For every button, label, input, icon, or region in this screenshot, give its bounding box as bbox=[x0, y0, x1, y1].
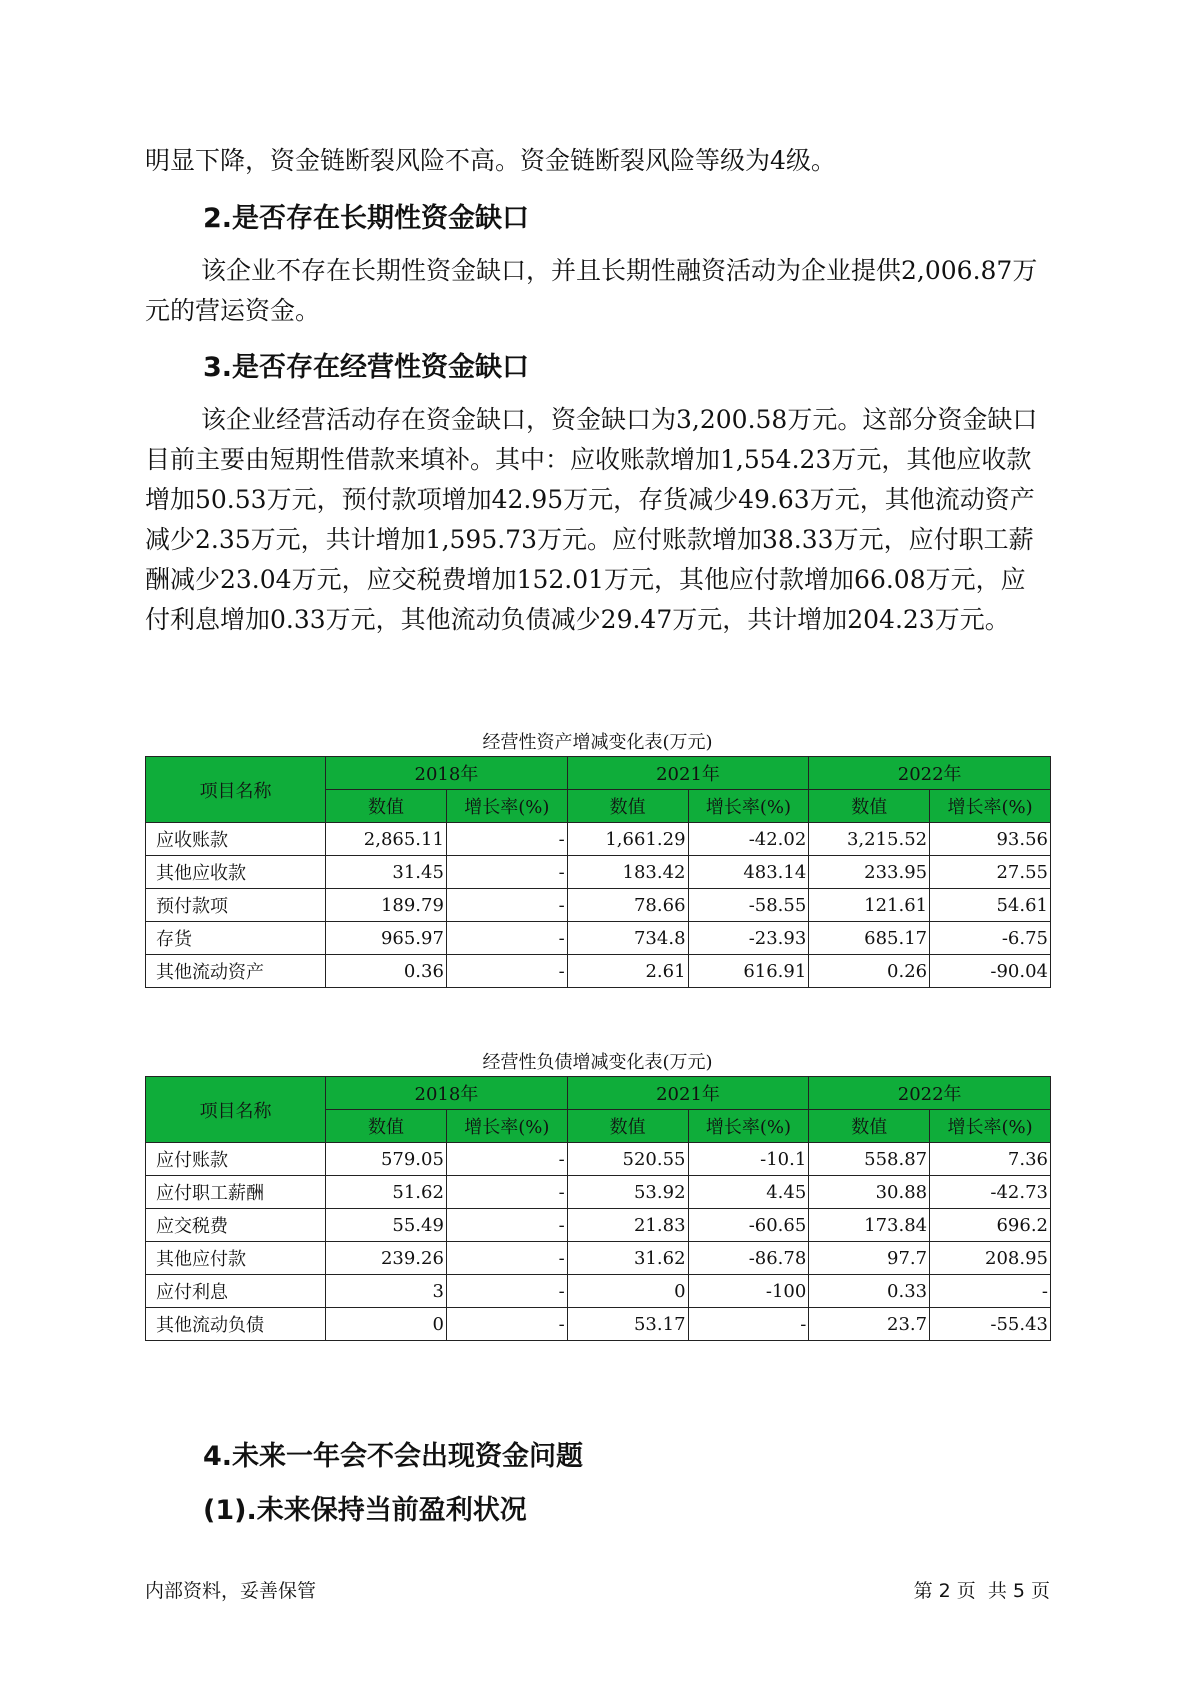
column-header-item: 项目名称 bbox=[146, 1077, 326, 1143]
table-row bbox=[146, 922, 1051, 955]
value-cell: 51.62 bbox=[326, 1176, 447, 1209]
table-row bbox=[146, 1176, 1051, 1209]
growth-rate-cell: - bbox=[446, 889, 567, 922]
row-item-name: 应付职工薪酬 bbox=[146, 1176, 326, 1209]
row-item-name: 应付账款 bbox=[146, 1143, 326, 1176]
column-header-year: 2022年 bbox=[809, 757, 1051, 790]
growth-rate-cell: - bbox=[446, 922, 567, 955]
row-item-name: 其他流动负债 bbox=[146, 1308, 326, 1341]
column-header-value: 数值 bbox=[809, 1110, 930, 1143]
value-cell: 55.49 bbox=[326, 1209, 447, 1242]
table-row bbox=[146, 1242, 1051, 1275]
growth-rate-cell: - bbox=[446, 1209, 567, 1242]
paragraph-long-term-gap: 该企业不存在长期性资金缺口，并且长期性融资活动为企业提供2,006.87万元的营运资金。 bbox=[145, 256, 1038, 325]
value-cell: 121.61 bbox=[809, 889, 930, 922]
paragraph-risk-level: 明显下降，资金链断裂风险不高。资金链断裂风险等级为4级。 bbox=[145, 146, 836, 175]
footer-page-number: 第 2 页 共 5 页 bbox=[913, 1580, 1050, 1602]
value-cell: 558.87 bbox=[809, 1143, 930, 1176]
table-row bbox=[146, 1143, 1051, 1176]
growth-rate-cell: -23.93 bbox=[688, 922, 809, 955]
heading-operating-gap: 3.是否存在经营性资金缺口 bbox=[203, 352, 530, 383]
growth-rate-cell: -6.75 bbox=[930, 922, 1051, 955]
growth-rate-cell: -42.73 bbox=[930, 1176, 1051, 1209]
growth-rate-cell: -90.04 bbox=[930, 955, 1051, 988]
table-row bbox=[146, 955, 1051, 988]
column-header-item: 项目名称 bbox=[146, 757, 326, 823]
growth-rate-cell: -55.43 bbox=[930, 1308, 1051, 1341]
column-header-growth: 增长率(%) bbox=[688, 790, 809, 823]
value-cell: 965.97 bbox=[326, 922, 447, 955]
column-header-year: 2021年 bbox=[567, 1077, 809, 1110]
growth-rate-cell: 208.95 bbox=[930, 1242, 1051, 1275]
value-cell: 0.33 bbox=[809, 1275, 930, 1308]
footer-confidential-note: 内部资料，妥善保管 bbox=[145, 1580, 317, 1602]
value-cell: 23.7 bbox=[809, 1308, 930, 1341]
value-cell: 0 bbox=[326, 1308, 447, 1341]
growth-rate-cell: -42.02 bbox=[688, 823, 809, 856]
column-header-value: 数值 bbox=[567, 1110, 688, 1143]
growth-rate-cell: - bbox=[446, 1275, 567, 1308]
growth-rate-cell: 93.56 bbox=[930, 823, 1051, 856]
growth-rate-cell: - bbox=[446, 856, 567, 889]
row-item-name: 应收账款 bbox=[146, 823, 326, 856]
value-cell: 2.61 bbox=[567, 955, 688, 988]
table-row bbox=[146, 1275, 1051, 1308]
growth-rate-cell: 4.45 bbox=[688, 1176, 809, 1209]
row-item-name: 预付款项 bbox=[146, 889, 326, 922]
column-header-value: 数值 bbox=[809, 790, 930, 823]
asset-table-caption: 经营性资产增减变化表(万元) bbox=[482, 732, 713, 753]
column-header-growth: 增长率(%) bbox=[930, 790, 1051, 823]
value-cell: 579.05 bbox=[326, 1143, 447, 1176]
growth-rate-cell: 616.91 bbox=[688, 955, 809, 988]
growth-rate-cell: 7.36 bbox=[930, 1143, 1051, 1176]
row-item-name: 应付利息 bbox=[146, 1275, 326, 1308]
heading-long-term-gap: 2.是否存在长期性资金缺口 bbox=[203, 203, 530, 234]
value-cell: 53.92 bbox=[567, 1176, 688, 1209]
liability-table-caption: 经营性负债增减变化表(万元) bbox=[482, 1052, 713, 1073]
growth-rate-cell: - bbox=[446, 955, 567, 988]
liability-change-table bbox=[145, 1076, 1051, 1341]
table-header-row bbox=[146, 757, 1051, 790]
value-cell: 685.17 bbox=[809, 922, 930, 955]
column-header-year: 2022年 bbox=[809, 1077, 1051, 1110]
growth-rate-cell: - bbox=[930, 1275, 1051, 1308]
value-cell: 3,215.52 bbox=[809, 823, 930, 856]
growth-rate-cell: - bbox=[446, 1143, 567, 1176]
value-cell: 31.62 bbox=[567, 1242, 688, 1275]
column-header-value: 数值 bbox=[567, 790, 688, 823]
growth-rate-cell: -58.55 bbox=[688, 889, 809, 922]
value-cell: 2,865.11 bbox=[326, 823, 447, 856]
column-header-value: 数值 bbox=[326, 790, 447, 823]
row-item-name: 其他应收款 bbox=[146, 856, 326, 889]
growth-rate-cell: 483.14 bbox=[688, 856, 809, 889]
value-cell: 30.88 bbox=[809, 1176, 930, 1209]
table-header-row bbox=[146, 1077, 1051, 1110]
column-header-year: 2021年 bbox=[567, 757, 809, 790]
growth-rate-cell: -60.65 bbox=[688, 1209, 809, 1242]
growth-rate-cell: 54.61 bbox=[930, 889, 1051, 922]
table-row bbox=[146, 1209, 1051, 1242]
growth-rate-cell: 696.2 bbox=[930, 1209, 1051, 1242]
value-cell: 233.95 bbox=[809, 856, 930, 889]
table-row bbox=[146, 1308, 1051, 1341]
value-cell: 734.8 bbox=[567, 922, 688, 955]
column-header-growth: 增长率(%) bbox=[446, 790, 567, 823]
value-cell: 0 bbox=[567, 1275, 688, 1308]
growth-rate-cell: -10.1 bbox=[688, 1143, 809, 1176]
value-cell: 173.84 bbox=[809, 1209, 930, 1242]
value-cell: 78.66 bbox=[567, 889, 688, 922]
asset-change-table bbox=[145, 756, 1051, 988]
growth-rate-cell: -86.78 bbox=[688, 1242, 809, 1275]
table-row bbox=[146, 889, 1051, 922]
row-item-name: 应交税费 bbox=[146, 1209, 326, 1242]
column-header-year: 2018年 bbox=[326, 1077, 568, 1110]
value-cell: 239.26 bbox=[326, 1242, 447, 1275]
value-cell: 1,661.29 bbox=[567, 823, 688, 856]
value-cell: 0.36 bbox=[326, 955, 447, 988]
value-cell: 3 bbox=[326, 1275, 447, 1308]
value-cell: 183.42 bbox=[567, 856, 688, 889]
column-header-growth: 增长率(%) bbox=[930, 1110, 1051, 1143]
growth-rate-cell: -100 bbox=[688, 1275, 809, 1308]
value-cell: 53.17 bbox=[567, 1308, 688, 1341]
heading-future-funding: 4.未来一年会不会出现资金问题 bbox=[203, 1441, 584, 1472]
value-cell: 189.79 bbox=[326, 889, 447, 922]
table-row bbox=[146, 856, 1051, 889]
value-cell: 97.7 bbox=[809, 1242, 930, 1275]
row-item-name: 存货 bbox=[146, 922, 326, 955]
paragraph-operating-gap: 该企业经营活动存在资金缺口，资金缺口为3,200.58万元。这部分资金缺口目前主要由短期性借款来填补。其中：应收账款增加1,554.23万元，其他应收款增加50.53万元，预付款项增加42.95万元，存货减少49.63万元，其他流动资产减少2.35万元，共计增加1,595.73万元。应付账款增加38.33万元，应付职工薪酬减少23.04万元，应交税费增加152.01万元，其他应付款增加66.08万元，应付利息增加0.33万元，其他流动负债减少29.47万元，共计增加204.23万元。 bbox=[145, 405, 1038, 634]
column-header-year: 2018年 bbox=[326, 757, 568, 790]
growth-rate-cell: - bbox=[446, 1308, 567, 1341]
table-row bbox=[146, 823, 1051, 856]
column-header-growth: 增长率(%) bbox=[446, 1110, 567, 1143]
column-header-growth: 增长率(%) bbox=[688, 1110, 809, 1143]
value-cell: 520.55 bbox=[567, 1143, 688, 1176]
row-item-name: 其他应付款 bbox=[146, 1242, 326, 1275]
growth-rate-cell: 27.55 bbox=[930, 856, 1051, 889]
growth-rate-cell: - bbox=[688, 1308, 809, 1341]
growth-rate-cell: - bbox=[446, 1242, 567, 1275]
growth-rate-cell: - bbox=[446, 1176, 567, 1209]
value-cell: 21.83 bbox=[567, 1209, 688, 1242]
row-item-name: 其他流动资产 bbox=[146, 955, 326, 988]
value-cell: 0.26 bbox=[809, 955, 930, 988]
value-cell: 31.45 bbox=[326, 856, 447, 889]
heading-current-profit: (1).未来保持当前盈利状况 bbox=[203, 1495, 527, 1526]
column-header-value: 数值 bbox=[326, 1110, 447, 1143]
growth-rate-cell: - bbox=[446, 823, 567, 856]
